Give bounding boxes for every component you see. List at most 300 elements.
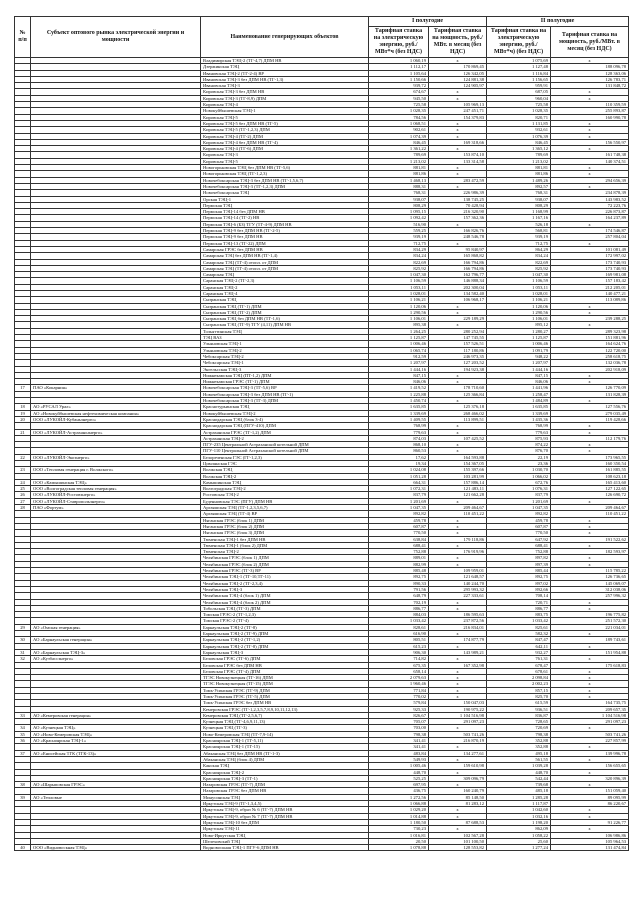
energy-rate-h1: 648,79 [369, 593, 429, 599]
power-rate-h2: х [551, 631, 629, 637]
power-rate-h1: 248 546,78 [429, 234, 487, 240]
energy-rate-h1: 822,69 [369, 259, 429, 265]
generating-object: Тюменская ТЭЦ-2 [201, 549, 369, 555]
subject-name: АО «Кузнецкая ТЭЦ» [31, 725, 201, 731]
energy-rate-h1: 834,24 [369, 253, 429, 259]
energy-rate-h2: 352,88 [487, 744, 551, 750]
power-rate-h2: 173 740,93 [551, 265, 629, 271]
generating-object: Канская ТЭЦ [201, 763, 369, 769]
subject-name: ООО «Волгоградская тепловая генерация» [31, 486, 201, 492]
energy-rate-h1: 1 005,46 [369, 763, 429, 769]
generating-object: Астраханская ТЭЦ-2 [201, 435, 369, 441]
energy-rate-h2: 1 365,12 [487, 146, 551, 152]
power-rate-h2: 72 223,76 [551, 202, 629, 208]
generating-object: Саранская ТЭЦ-4 [201, 290, 369, 296]
generating-object: Тюменская ТЭЦ-1 без ДПМ НВ [201, 536, 369, 542]
power-rate-h2: 105 964,53 [551, 838, 629, 844]
energy-rate-h1: 1 201,69 [369, 498, 429, 504]
power-rate-h1: 157 362,36 [429, 215, 487, 221]
power-rate-h1: 216 320,90 [429, 209, 487, 215]
energy-rate-h1: 770,50 [369, 530, 429, 536]
row-number: 27 [15, 498, 31, 504]
generating-object: Кузнецкая ТЭЦ (ТГ-4,6,9,11,13) [201, 719, 369, 725]
subject-name: АО «Красноярская ТЭЦ-1» [31, 738, 201, 744]
power-rate-h1: 229 189,29 [429, 316, 487, 322]
power-rate-h2: х [551, 183, 629, 189]
power-rate-h2: х [551, 693, 629, 699]
generating-object: Новокуйбышевская ТЭЦ-1 [201, 108, 369, 114]
row-number: 34 [15, 725, 31, 731]
energy-rate-h1: 1 960,46 [369, 681, 429, 687]
energy-rate-h2: 834,24 [487, 253, 551, 259]
generating-object: Волжская ТЭЦ-2 [201, 473, 369, 479]
power-rate-h1: 295 993,32 [429, 586, 487, 592]
power-rate-h1: 247 451,71 [429, 108, 487, 114]
energy-rate-h1: 1 016,81 [369, 832, 429, 838]
generating-object: Красноярская ТЭЦ-1 (ТГ-5,11) [201, 738, 369, 744]
energy-rate-h2: 1 033,42 [487, 618, 551, 624]
power-rate-h1: 194 923,38 [429, 366, 487, 372]
energy-rate-h1: 938,07 [369, 196, 429, 202]
generating-object: Иркутская ТЭЦ-9, образ № 6 (ТГ-7) ДПМ НВ [201, 807, 369, 813]
header-no: № п/п [15, 17, 31, 58]
energy-rate-h2: 1 106,59 [487, 278, 551, 284]
power-rate-h2: 234 878,39 [551, 190, 629, 196]
power-rate-h1: 227 333,61 [429, 593, 487, 599]
energy-rate-h1: 725,58 [369, 102, 429, 108]
power-rate-h1: х [429, 240, 487, 246]
power-rate-h2: 239 288,25 [551, 316, 629, 322]
power-rate-h1: 103 281,99 [429, 473, 487, 479]
power-rate-h1: 133 314,58 [429, 158, 487, 164]
energy-rate-h2: 672,76 [487, 479, 551, 485]
power-rate-h1: х [429, 303, 487, 309]
energy-rate-h2: 607,87 [487, 523, 551, 529]
energy-rate-h1: 945,50 [369, 95, 429, 101]
power-rate-h2: 126 736,65 [551, 574, 629, 580]
energy-rate-h2: 712,75 [487, 240, 551, 246]
generating-object: Сызранская ТЭЦ (ТГ-9) ТГУ (4,11) ДПМ НВ [201, 322, 369, 328]
generating-object: Новокуйбышевская ТЭЦ-2 [201, 410, 369, 416]
energy-rate-h2: 1 339,69 [487, 410, 551, 416]
energy-rate-h2: 1 213,02 [487, 158, 551, 164]
generating-object: Пермская ТЭЦ [201, 202, 369, 208]
row-number: 39 [15, 794, 31, 800]
power-rate-h1: х [429, 379, 487, 385]
generating-object: Астраханская ГРЭС (ТГ-1,2) ДПМ [201, 429, 369, 435]
header-subject: Субъект оптового рынка электрической энергии и мощности [31, 17, 201, 58]
energy-rate-h2: 761,31 [487, 656, 551, 662]
power-rate-h2: 160 990,78 [551, 114, 629, 120]
generating-object: Кировская ТЭЦ-5 (ТГ-1,2,3) ДПМ [201, 127, 369, 133]
power-rate-h2: 320 896,39 [551, 775, 629, 781]
table-row [15, 845, 629, 851]
energy-rate-h2: 459,78 [487, 517, 551, 523]
power-rate-h2: х [551, 133, 629, 139]
power-rate-h2: х [551, 498, 629, 504]
energy-rate-h1: 1 450,74 [369, 398, 429, 404]
generating-object: ПГУ-110 Центральной Астраханской котельной ДПМ [201, 448, 369, 454]
energy-rate-h1: 607,87 [369, 523, 429, 529]
energy-rate-h1: 2 079,63 [369, 675, 429, 681]
generating-object: Кировская ТЭЦ-5 [201, 114, 369, 120]
generating-object: Кировская ТЭЦ-3 без ДПМ НВ [201, 89, 369, 95]
energy-rate-h2: 789,69 [487, 152, 551, 158]
energy-rate-h1: 752,88 [369, 549, 429, 555]
energy-rate-h2: 1 116,84 [487, 70, 551, 76]
energy-rate-h2: 1 076,39 [487, 133, 551, 139]
energy-rate-h2: 932,61 [487, 127, 551, 133]
generating-object: Сызранская ТЭЦ без ДПМ НВ (ТГ-1,6) [201, 316, 369, 322]
power-rate-h1: 81 283,12 [429, 801, 487, 807]
energy-rate-h2: 885,44 [487, 568, 551, 574]
power-rate-h2: 164 624,76 [551, 341, 629, 347]
energy-rate-h2: 542,44 [487, 775, 551, 781]
generating-object: Новочебоксарская ТЭЦ-3 (ТГ-3) ДПМ [201, 398, 369, 404]
generating-object: Абаканская ТЭЦ (блок 4) ДПМ [201, 756, 369, 762]
subject-name: ПАО «Фортум» [31, 505, 201, 511]
generating-object: Няганская ГРЭС (блок 1) ДПМ [201, 517, 369, 523]
generating-object: Видновоскная ТЭЦ-1 ПГУ-6 ДПМ НВ [201, 845, 369, 851]
power-rate-h2: х [551, 127, 629, 133]
energy-rate-h2: 847,47 [487, 637, 551, 643]
energy-rate-h1: 890,33 [369, 580, 429, 586]
power-rate-h2: х [551, 813, 629, 819]
power-rate-h1: 178 710,60 [429, 385, 487, 391]
energy-rate-h2: 1 006,46 [487, 341, 551, 347]
header-energy-1: Тарифная ставка на электрическую энергию, руб./МВт*ч (без НДС) [369, 27, 429, 58]
power-rate-h1: 179 118,86 [429, 536, 487, 542]
power-rate-h2: 221 034,01 [551, 624, 629, 630]
energy-rate-h1: 616,90 [369, 631, 429, 637]
generating-object: Кемеровская ГРЭС (ТГ-1,2,3,5,7,8,9,10,11,12,13) [201, 706, 369, 712]
power-rate-h2: х [551, 448, 629, 454]
generating-object: Ивановская ТЭЦ-2 (ТГ-2-4) ВР [201, 70, 369, 76]
power-rate-h1: 202 300,04 [429, 284, 487, 290]
power-rate-h1: х [429, 605, 487, 611]
energy-rate-h2: 1 117,87 [487, 801, 551, 807]
power-rate-h2: х [551, 725, 629, 731]
energy-rate-h2: 1 125,87 [487, 335, 551, 341]
energy-rate-h2: 1 198,20 [487, 819, 551, 825]
power-rate-h2: х [551, 807, 629, 813]
generating-object: Нижнекамская ГРЭС (ТГ-1) ДПМ [201, 379, 369, 385]
row-number: 18 [15, 404, 31, 410]
power-rate-h2: 151 059,40 [551, 788, 629, 794]
power-rate-h1: 117 180,86 [429, 347, 487, 353]
generating-object: Кировская ТЭЦ-4 без ДПМ НВ (ТГ-4) [201, 139, 369, 145]
energy-rate-h1: 1 150,66 [369, 76, 429, 82]
generating-object: Новочебоксарская ТЭЦ-3 (ТГ-5,6) ВР [201, 385, 369, 391]
energy-rate-h2: 1 484,89 [487, 398, 551, 404]
generating-object: Тольяттинская ТЭЦ [201, 328, 369, 334]
power-rate-h1: 1 104 516,98 [429, 712, 487, 718]
generating-object: Чебоксарская ТЭЦ-1 [201, 360, 369, 366]
power-rate-h1: х [429, 183, 487, 189]
power-rate-h2: 257 804,04 [551, 234, 629, 240]
energy-rate-h1: 712,75 [369, 240, 429, 246]
energy-rate-h1: 925,33 [369, 706, 429, 712]
power-rate-h2: 209 657,35 [551, 706, 629, 712]
power-rate-h1: 166 826,76 [429, 228, 487, 234]
energy-rate-h2: 779,63 [487, 429, 551, 435]
power-rate-h1: 109 959,01 [429, 568, 487, 574]
energy-rate-h2: 1 091,79 [487, 347, 551, 353]
power-rate-h2: х [551, 303, 629, 309]
energy-rate-h1: 888,31 [369, 183, 429, 189]
subject-name: АО «Барнаульская генерация» [31, 637, 201, 643]
energy-rate-h1: 1 029,20 [369, 807, 429, 813]
power-rate-h1: 126 342,05 [429, 70, 487, 76]
energy-rate-h2: 1 032,16 [487, 813, 551, 819]
generating-object: Челябинская ТЭЦ-2 (ТГ-2,3,4) [201, 580, 369, 586]
subject-name: АО «Кемеровская генерация» [31, 712, 201, 718]
energy-rate-h2: 936,51 [487, 706, 551, 712]
generating-object: ПГУ-235 Центральной Астраханской котельной ДПМ [201, 442, 369, 448]
energy-rate-h2: 1 131,85 [487, 120, 551, 126]
power-rate-h2: 173 965,55 [551, 454, 629, 460]
energy-rate-h2: 720,69 [487, 725, 551, 731]
power-rate-h1: х [429, 429, 487, 435]
energy-rate-h2: 875,93 [487, 435, 551, 441]
generating-object: Беловская ГРЭС (ТГ-6) ДПМ [201, 656, 369, 662]
power-rate-h1: х [429, 523, 487, 529]
energy-rate-h1: 768,99 [369, 423, 429, 429]
power-rate-h2: х [551, 668, 629, 674]
energy-rate-h2: 1 106,21 [487, 297, 551, 303]
power-rate-h1: х [429, 561, 487, 567]
energy-rate-h2: 1 127,48 [487, 64, 551, 70]
energy-rate-h1: 341,41 [369, 738, 429, 744]
row-number: 26 [15, 492, 31, 498]
power-rate-h1: х [429, 782, 487, 788]
generating-object: Пермская ТЭЦ-9 без ДПМ НВ [201, 234, 369, 240]
energy-rate-h2: 642,11 [487, 643, 551, 649]
power-rate-h1: 143 989,21 [429, 649, 487, 655]
energy-rate-h1: 779,63 [369, 429, 429, 435]
power-rate-h1: х [429, 127, 487, 133]
power-rate-h1: 169 318,66 [429, 139, 487, 145]
energy-rate-h1: 1 014,88 [369, 813, 429, 819]
energy-rate-h1: 881,81 [369, 165, 429, 171]
power-rate-h1: 246 973,35 [429, 353, 487, 359]
energy-rate-h1: 1 068,51 [369, 120, 429, 126]
generating-object: Минусинская ТЭЦ [201, 794, 369, 800]
power-rate-h2: 122 720,00 [551, 347, 629, 353]
power-rate-h2: 127 122,65 [551, 486, 629, 492]
power-rate-h1: х [429, 423, 487, 429]
energy-rate-h2: 895,12 [487, 322, 551, 328]
energy-rate-h2: 1 635,85 [487, 404, 551, 410]
generating-object: Саранская ТЭЦ-2 (ТГ-2,3) [201, 278, 369, 284]
generating-object: Пермская ТЭЦ-13 (ТГ-22) ДПМ [201, 240, 369, 246]
power-rate-h1: х [429, 530, 487, 536]
header-period-2: II полугодие [487, 17, 629, 27]
energy-rate-h1: 860,53 [369, 448, 429, 454]
power-rate-h2: х [551, 146, 629, 152]
generating-object: Буденновская ТЭС (ПГУ) ДПМ НВ [201, 498, 369, 504]
generating-object: Самарская ТЭЦ (ТГ-4) отопл. от ДПМ [201, 265, 369, 271]
energy-rate-h2: 1 290,56 [487, 309, 551, 315]
energy-rate-h1: 847,15 [369, 372, 429, 378]
energy-rate-h1: 886,77 [369, 605, 429, 611]
power-rate-h2: х [551, 429, 629, 435]
generating-object: Кировская ТЭЦ-4 (ТГ-2) ДПМ [201, 133, 369, 139]
energy-rate-h2: 960,04 [487, 95, 551, 101]
energy-rate-h2: 886,77 [487, 605, 551, 611]
generating-object: Челябинская ГРЭС (ТГ-3) ВР [201, 568, 369, 574]
power-rate-h2: 172 997,02 [551, 253, 629, 259]
energy-rate-h2: 897,82 [487, 555, 551, 561]
header-period-1: I полугодие [369, 17, 487, 27]
energy-rate-h1: 1 120,06 [369, 303, 429, 309]
generating-object: Самарская ТЭЦ без ДПМ НВ (ТГ-1,4) [201, 253, 369, 259]
power-rate-h1: 164 593,88 [429, 454, 487, 460]
power-rate-h2: 161 748,38 [551, 152, 629, 158]
row-number: 38 [15, 782, 31, 788]
energy-rate-h1: 1 444,16 [369, 366, 429, 372]
subject-name: АО «Кузбассэнерго» [31, 656, 201, 662]
energy-rate-h2: 825,70 [487, 693, 551, 699]
energy-rate-h2: 1 042,60 [487, 807, 551, 813]
generating-object: Беловская ГРЭС без ДПМ НВ [201, 662, 369, 668]
energy-rate-h2: 23,36 [487, 461, 551, 467]
power-rate-h1: 95 840,97 [429, 246, 487, 252]
energy-rate-h2: 720,71 [487, 599, 551, 605]
energy-rate-h1: 1 207,97 [369, 360, 429, 366]
energy-rate-h2: 897,39 [487, 561, 551, 567]
power-rate-h2: 131 828,39 [551, 391, 629, 397]
power-rate-h1: 106 968,17 [429, 297, 487, 303]
energy-rate-h1: 1 047,35 [369, 505, 429, 511]
energy-rate-h1: 1 264,25 [369, 328, 429, 334]
generating-object: Сызранская ТЭЦ [201, 297, 369, 303]
generating-object: Камышинская ТЭЦ [201, 479, 369, 485]
energy-rate-h1: 834,29 [369, 246, 429, 252]
generating-object: Челябинская ТЭЦ-4 (блок 2) ДПМ [201, 599, 369, 605]
power-rate-h2: х [551, 165, 629, 171]
generating-object: Иркутская ТЭЦ-11 [201, 826, 369, 832]
power-rate-h1: х [429, 95, 487, 101]
energy-rate-h1: 1 024,08 [369, 467, 429, 473]
power-rate-h2: 169 981,08 [551, 272, 629, 278]
power-rate-h1: 309 096,79 [429, 775, 487, 781]
energy-rate-h2: 352,88 [487, 738, 551, 744]
generating-object: Чебоксарская ТЭЦ-2 [201, 353, 369, 359]
generating-object: Тобольская ТЭЦ (ТГ-3) ДПМ [201, 605, 369, 611]
power-rate-h1: 146 888,34 [429, 278, 487, 284]
energy-rate-h2: 1 280,27 [487, 328, 551, 334]
generating-object: Кировская ТЭЦ-5 без ДПМ НВ (ТГ-5) [201, 120, 369, 126]
power-rate-h2: х [551, 58, 629, 64]
power-rate-h1: 160 240,79 [429, 788, 487, 794]
energy-rate-h1: 892,82 [369, 511, 429, 517]
generating-object: ТГЭС Новокузнецкая (ТГ-16) ДПМ [201, 675, 369, 681]
energy-rate-h1: 808,29 [369, 202, 429, 208]
energy-rate-h1: 1 339,69 [369, 410, 429, 416]
generating-object: ТЭЦ ВАЗ [201, 335, 369, 341]
power-rate-h1: 216 870,19 [429, 738, 487, 744]
subject-name: ООО «ЛУКОЙЛ-Ростовэнерго» [31, 492, 201, 498]
power-rate-h2: 128 363,06 [551, 70, 629, 76]
power-rate-h2: 202 918,09 [551, 366, 629, 372]
energy-rate-h1: 1 180,50 [369, 819, 429, 825]
energy-rate-h2: 2 002,23 [487, 681, 551, 687]
power-rate-h2: 182 593,97 [551, 549, 629, 555]
power-rate-h1: 124 881,38 [429, 76, 487, 82]
energy-rate-h1: 448,70 [369, 769, 429, 775]
energy-rate-h2: 897,02 [487, 580, 551, 586]
energy-rate-h1: 881,86 [369, 171, 429, 177]
energy-rate-h2: 948,22 [487, 353, 551, 359]
energy-rate-h1: 1 095,15 [369, 209, 429, 215]
power-rate-h2: 165 413,60 [551, 479, 629, 485]
generating-object: Дзержинская ТЭЦ [201, 64, 369, 70]
row-number: 32 [15, 656, 31, 662]
energy-rate-h1: 846,06 [369, 379, 429, 385]
energy-rate-h1: 939,19 [369, 234, 429, 240]
energy-rate-h2: 725,58 [487, 102, 551, 108]
energy-rate-h1: 483,84 [369, 750, 429, 756]
power-rate-h2: 174 546,87 [551, 228, 629, 234]
energy-rate-h1: 1 074,39 [369, 133, 429, 139]
generating-object: Кемеровская ТЭЦ (ТГ-2,5,6,7) [201, 712, 369, 718]
power-rate-h2: 126 783,71 [551, 76, 629, 82]
energy-rate-h2: 1 285,28 [487, 794, 551, 800]
energy-rate-h2: 1 168,99 [487, 209, 551, 215]
power-rate-h2: 156 655,65 [551, 763, 629, 769]
power-rate-h1: х [429, 826, 487, 832]
energy-rate-h2: 820,71 [487, 114, 551, 120]
table-body [15, 58, 629, 851]
energy-rate-h1: 1 066,88 [369, 801, 429, 807]
power-rate-h2: 196 775,82 [551, 612, 629, 618]
generating-object: Барнаульская ТЭЦ-2 (ТГ-8) [201, 624, 369, 630]
power-rate-h1: 138 745,25 [429, 196, 487, 202]
power-rate-h2: х [551, 120, 629, 126]
power-rate-h1: 121 662,28 [429, 492, 487, 498]
energy-rate-h2: 2 098,84 [487, 675, 551, 681]
power-rate-h2: 151 954,88 [551, 649, 629, 655]
power-rate-h2: х [551, 530, 629, 536]
energy-rate-h1: 702,19 [369, 599, 429, 605]
energy-rate-h2: 752,88 [487, 549, 551, 555]
energy-rate-h1: 789,69 [369, 152, 429, 158]
power-rate-h1: 101 100,50 [429, 838, 487, 844]
power-rate-h1: х [429, 171, 487, 177]
power-rate-h1: 157 886,14 [429, 479, 487, 485]
generating-object: Самарская ТЭЦ [201, 272, 369, 278]
subject-name: АО «РУСАЛ Урал» [31, 404, 201, 410]
energy-rate-h1: 17,62 [369, 454, 429, 460]
generating-object: Новочебоксарская ТЭЦ-3 (ТГ-1,2,3) ДПМ [201, 183, 369, 189]
power-rate-h1: х [429, 756, 487, 762]
energy-rate-h1: 791,56 [369, 586, 429, 592]
generating-object: Барнаульская ТЭЦ-2 (ТГ-9) ДПМ [201, 631, 369, 637]
generating-object: Новогорьковская ТЭЦ (ТГ-1,2,3) [201, 171, 369, 177]
energy-rate-h2: 647,92 [487, 536, 551, 542]
energy-rate-h1: 892,75 [369, 574, 429, 580]
energy-rate-h2: 874,22 [487, 442, 551, 448]
power-rate-h1: 134 277,61 [429, 750, 487, 756]
row-number: 24 [15, 479, 31, 485]
power-rate-h2: х [551, 322, 629, 328]
subject-name: ООО «Камышинская ТЭЦ» [31, 479, 201, 485]
power-rate-h1: х [429, 555, 487, 561]
energy-rate-h2: 938,07 [487, 196, 551, 202]
power-rate-h1: 124 905,97 [429, 83, 487, 89]
power-rate-h2: х [551, 517, 629, 523]
